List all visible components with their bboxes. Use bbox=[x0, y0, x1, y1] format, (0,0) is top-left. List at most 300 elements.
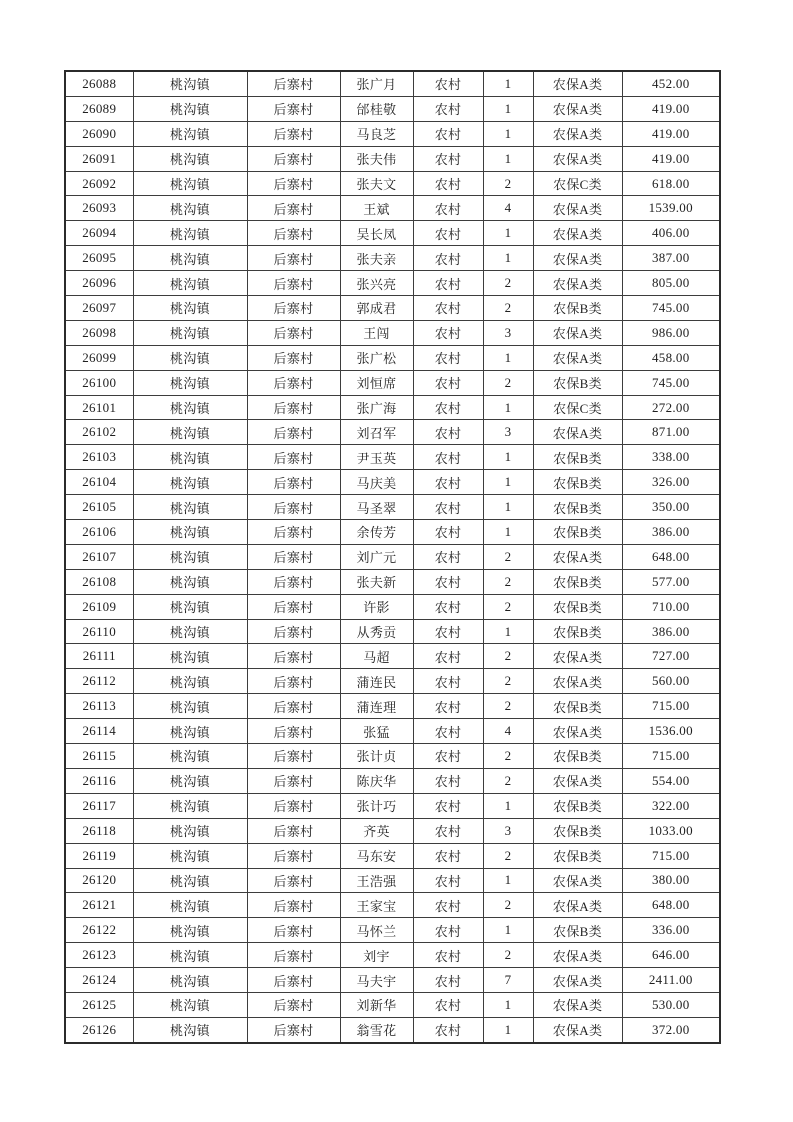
cell-sequence-number: 26099 bbox=[65, 345, 133, 370]
cell-village: 后寨村 bbox=[247, 71, 340, 96]
cell-amount: 648.00 bbox=[622, 893, 720, 918]
cell-amount: 338.00 bbox=[622, 445, 720, 470]
cell-person-count: 1 bbox=[483, 992, 533, 1017]
cell-insurance-class: 农保A类 bbox=[533, 420, 622, 445]
cell-town: 桃沟镇 bbox=[133, 196, 247, 221]
cell-person-count: 1 bbox=[483, 345, 533, 370]
cell-person-name: 余传芳 bbox=[340, 520, 413, 545]
cell-person-name: 刘召军 bbox=[340, 420, 413, 445]
cell-amount: 387.00 bbox=[622, 246, 720, 271]
cell-town: 桃沟镇 bbox=[133, 744, 247, 769]
cell-person-name: 张夫伟 bbox=[340, 146, 413, 171]
cell-town: 桃沟镇 bbox=[133, 271, 247, 296]
cell-town: 桃沟镇 bbox=[133, 669, 247, 694]
cell-insurance-class: 农保B类 bbox=[533, 520, 622, 545]
cell-person-count: 3 bbox=[483, 320, 533, 345]
table-row bbox=[65, 420, 720, 445]
cell-person-count: 1 bbox=[483, 71, 533, 96]
cell-village: 后寨村 bbox=[247, 171, 340, 196]
cell-village: 后寨村 bbox=[247, 96, 340, 121]
cell-amount: 350.00 bbox=[622, 495, 720, 520]
cell-person-name: 马怀兰 bbox=[340, 918, 413, 943]
cell-person-count: 2 bbox=[483, 669, 533, 694]
cell-household-type: 农村 bbox=[413, 520, 483, 545]
table-row bbox=[65, 918, 720, 943]
cell-amount: 710.00 bbox=[622, 594, 720, 619]
table-row bbox=[65, 121, 720, 146]
cell-amount: 406.00 bbox=[622, 221, 720, 246]
cell-person-name: 蒲连理 bbox=[340, 694, 413, 719]
cell-amount: 419.00 bbox=[622, 146, 720, 171]
cell-amount: 560.00 bbox=[622, 669, 720, 694]
cell-person-count: 4 bbox=[483, 719, 533, 744]
cell-person-name: 王闯 bbox=[340, 320, 413, 345]
cell-amount: 372.00 bbox=[622, 1017, 720, 1042]
cell-insurance-class: 农保B类 bbox=[533, 495, 622, 520]
table-row bbox=[65, 171, 720, 196]
table-row bbox=[65, 544, 720, 569]
table-row bbox=[65, 768, 720, 793]
cell-person-name: 张夫亲 bbox=[340, 246, 413, 271]
cell-insurance-class: 农保B类 bbox=[533, 445, 622, 470]
cell-sequence-number: 26104 bbox=[65, 470, 133, 495]
cell-town: 桃沟镇 bbox=[133, 868, 247, 893]
cell-household-type: 农村 bbox=[413, 669, 483, 694]
cell-sequence-number: 26107 bbox=[65, 544, 133, 569]
table-row bbox=[65, 345, 720, 370]
cell-sequence-number: 26115 bbox=[65, 744, 133, 769]
cell-sequence-number: 26092 bbox=[65, 171, 133, 196]
cell-insurance-class: 农保B类 bbox=[533, 619, 622, 644]
insurance-roster-table bbox=[64, 70, 721, 1044]
cell-sequence-number: 26103 bbox=[65, 445, 133, 470]
table-row bbox=[65, 793, 720, 818]
cell-person-name: 刘宇 bbox=[340, 943, 413, 968]
cell-village: 后寨村 bbox=[247, 619, 340, 644]
cell-insurance-class: 农保B类 bbox=[533, 296, 622, 321]
cell-person-name: 张计贞 bbox=[340, 744, 413, 769]
cell-amount: 745.00 bbox=[622, 370, 720, 395]
cell-town: 桃沟镇 bbox=[133, 71, 247, 96]
cell-village: 后寨村 bbox=[247, 793, 340, 818]
table-row bbox=[65, 96, 720, 121]
cell-person-name: 马庆美 bbox=[340, 470, 413, 495]
cell-person-name: 齐英 bbox=[340, 818, 413, 843]
cell-village: 后寨村 bbox=[247, 594, 340, 619]
cell-insurance-class: 农保A类 bbox=[533, 893, 622, 918]
cell-town: 桃沟镇 bbox=[133, 644, 247, 669]
cell-household-type: 农村 bbox=[413, 221, 483, 246]
cell-household-type: 农村 bbox=[413, 893, 483, 918]
cell-town: 桃沟镇 bbox=[133, 221, 247, 246]
cell-amount: 380.00 bbox=[622, 868, 720, 893]
cell-sequence-number: 26114 bbox=[65, 719, 133, 744]
cell-household-type: 农村 bbox=[413, 370, 483, 395]
cell-person-name: 王斌 bbox=[340, 196, 413, 221]
cell-insurance-class: 农保B类 bbox=[533, 793, 622, 818]
cell-person-name: 张猛 bbox=[340, 719, 413, 744]
table-row bbox=[65, 445, 720, 470]
cell-person-count: 2 bbox=[483, 843, 533, 868]
cell-amount: 530.00 bbox=[622, 992, 720, 1017]
cell-amount: 386.00 bbox=[622, 619, 720, 644]
cell-sequence-number: 26125 bbox=[65, 992, 133, 1017]
cell-person-name: 马圣翠 bbox=[340, 495, 413, 520]
cell-amount: 745.00 bbox=[622, 296, 720, 321]
cell-sequence-number: 26101 bbox=[65, 395, 133, 420]
cell-person-count: 1 bbox=[483, 395, 533, 420]
cell-village: 后寨村 bbox=[247, 146, 340, 171]
cell-amount: 646.00 bbox=[622, 943, 720, 968]
cell-amount: 336.00 bbox=[622, 918, 720, 943]
cell-person-count: 1 bbox=[483, 495, 533, 520]
cell-person-count: 2 bbox=[483, 171, 533, 196]
cell-town: 桃沟镇 bbox=[133, 893, 247, 918]
cell-insurance-class: 农保A类 bbox=[533, 221, 622, 246]
cell-amount: 618.00 bbox=[622, 171, 720, 196]
cell-village: 后寨村 bbox=[247, 918, 340, 943]
cell-sequence-number: 26100 bbox=[65, 370, 133, 395]
cell-person-name: 刘恒席 bbox=[340, 370, 413, 395]
cell-amount: 2411.00 bbox=[622, 968, 720, 993]
cell-person-count: 1 bbox=[483, 470, 533, 495]
cell-insurance-class: 农保A类 bbox=[533, 271, 622, 296]
cell-person-count: 2 bbox=[483, 768, 533, 793]
cell-amount: 1536.00 bbox=[622, 719, 720, 744]
cell-household-type: 农村 bbox=[413, 96, 483, 121]
cell-person-name: 马良芝 bbox=[340, 121, 413, 146]
cell-household-type: 农村 bbox=[413, 445, 483, 470]
cell-town: 桃沟镇 bbox=[133, 619, 247, 644]
cell-village: 后寨村 bbox=[247, 395, 340, 420]
cell-person-name: 王浩强 bbox=[340, 868, 413, 893]
cell-village: 后寨村 bbox=[247, 121, 340, 146]
cell-town: 桃沟镇 bbox=[133, 968, 247, 993]
cell-sequence-number: 26093 bbox=[65, 196, 133, 221]
cell-town: 桃沟镇 bbox=[133, 520, 247, 545]
cell-insurance-class: 农保C类 bbox=[533, 395, 622, 420]
cell-household-type: 农村 bbox=[413, 171, 483, 196]
cell-household-type: 农村 bbox=[413, 843, 483, 868]
cell-household-type: 农村 bbox=[413, 619, 483, 644]
cell-household-type: 农村 bbox=[413, 594, 483, 619]
cell-household-type: 农村 bbox=[413, 918, 483, 943]
cell-village: 后寨村 bbox=[247, 370, 340, 395]
cell-village: 后寨村 bbox=[247, 196, 340, 221]
cell-sequence-number: 26126 bbox=[65, 1017, 133, 1042]
cell-amount: 272.00 bbox=[622, 395, 720, 420]
cell-person-count: 2 bbox=[483, 893, 533, 918]
cell-town: 桃沟镇 bbox=[133, 171, 247, 196]
cell-amount: 326.00 bbox=[622, 470, 720, 495]
table-row bbox=[65, 370, 720, 395]
cell-village: 后寨村 bbox=[247, 768, 340, 793]
cell-amount: 322.00 bbox=[622, 793, 720, 818]
cell-sequence-number: 26116 bbox=[65, 768, 133, 793]
cell-sequence-number: 26112 bbox=[65, 669, 133, 694]
cell-person-count: 1 bbox=[483, 520, 533, 545]
cell-amount: 715.00 bbox=[622, 694, 720, 719]
cell-person-name: 张广松 bbox=[340, 345, 413, 370]
cell-village: 后寨村 bbox=[247, 420, 340, 445]
cell-town: 桃沟镇 bbox=[133, 121, 247, 146]
cell-household-type: 农村 bbox=[413, 644, 483, 669]
cell-household-type: 农村 bbox=[413, 345, 483, 370]
cell-person-count: 2 bbox=[483, 544, 533, 569]
cell-household-type: 农村 bbox=[413, 71, 483, 96]
cell-person-count: 3 bbox=[483, 420, 533, 445]
cell-insurance-class: 农保B类 bbox=[533, 818, 622, 843]
cell-person-count: 1 bbox=[483, 445, 533, 470]
cell-person-count: 1 bbox=[483, 221, 533, 246]
cell-sequence-number: 26096 bbox=[65, 271, 133, 296]
cell-town: 桃沟镇 bbox=[133, 495, 247, 520]
cell-town: 桃沟镇 bbox=[133, 544, 247, 569]
cell-person-count: 1 bbox=[483, 918, 533, 943]
cell-household-type: 农村 bbox=[413, 121, 483, 146]
cell-town: 桃沟镇 bbox=[133, 918, 247, 943]
cell-sequence-number: 26124 bbox=[65, 968, 133, 993]
cell-person-name: 张广海 bbox=[340, 395, 413, 420]
table-row bbox=[65, 968, 720, 993]
cell-town: 桃沟镇 bbox=[133, 420, 247, 445]
cell-person-name: 张兴亮 bbox=[340, 271, 413, 296]
cell-household-type: 农村 bbox=[413, 793, 483, 818]
cell-household-type: 农村 bbox=[413, 868, 483, 893]
table-row bbox=[65, 843, 720, 868]
cell-sequence-number: 26106 bbox=[65, 520, 133, 545]
cell-town: 桃沟镇 bbox=[133, 992, 247, 1017]
cell-household-type: 农村 bbox=[413, 569, 483, 594]
cell-insurance-class: 农保A类 bbox=[533, 121, 622, 146]
cell-insurance-class: 农保A类 bbox=[533, 943, 622, 968]
cell-amount: 715.00 bbox=[622, 843, 720, 868]
cell-person-name: 马超 bbox=[340, 644, 413, 669]
cell-town: 桃沟镇 bbox=[133, 246, 247, 271]
cell-village: 后寨村 bbox=[247, 669, 340, 694]
cell-town: 桃沟镇 bbox=[133, 719, 247, 744]
cell-sequence-number: 26091 bbox=[65, 146, 133, 171]
cell-sequence-number: 26094 bbox=[65, 221, 133, 246]
cell-person-name: 张夫新 bbox=[340, 569, 413, 594]
cell-insurance-class: 农保B类 bbox=[533, 694, 622, 719]
cell-town: 桃沟镇 bbox=[133, 395, 247, 420]
cell-amount: 1033.00 bbox=[622, 818, 720, 843]
cell-amount: 986.00 bbox=[622, 320, 720, 345]
table-row bbox=[65, 943, 720, 968]
cell-sequence-number: 26090 bbox=[65, 121, 133, 146]
table-row bbox=[65, 1017, 720, 1042]
cell-person-count: 2 bbox=[483, 644, 533, 669]
table-body bbox=[65, 71, 720, 1043]
cell-town: 桃沟镇 bbox=[133, 793, 247, 818]
cell-town: 桃沟镇 bbox=[133, 768, 247, 793]
cell-person-count: 1 bbox=[483, 146, 533, 171]
cell-village: 后寨村 bbox=[247, 843, 340, 868]
table-row bbox=[65, 395, 720, 420]
table-row bbox=[65, 818, 720, 843]
cell-person-count: 7 bbox=[483, 968, 533, 993]
cell-insurance-class: 农保A类 bbox=[533, 669, 622, 694]
cell-household-type: 农村 bbox=[413, 296, 483, 321]
cell-person-count: 1 bbox=[483, 121, 533, 146]
table-row bbox=[65, 271, 720, 296]
cell-insurance-class: 农保B类 bbox=[533, 569, 622, 594]
cell-person-name: 邰桂敬 bbox=[340, 96, 413, 121]
cell-sequence-number: 26098 bbox=[65, 320, 133, 345]
cell-sequence-number: 26117 bbox=[65, 793, 133, 818]
cell-person-name: 王家宝 bbox=[340, 893, 413, 918]
cell-person-count: 4 bbox=[483, 196, 533, 221]
cell-sequence-number: 26097 bbox=[65, 296, 133, 321]
cell-insurance-class: 农保B类 bbox=[533, 370, 622, 395]
cell-person-name: 张夫文 bbox=[340, 171, 413, 196]
cell-town: 桃沟镇 bbox=[133, 345, 247, 370]
cell-village: 后寨村 bbox=[247, 719, 340, 744]
table-row bbox=[65, 320, 720, 345]
cell-person-count: 2 bbox=[483, 296, 533, 321]
table-row bbox=[65, 594, 720, 619]
table-row bbox=[65, 569, 720, 594]
cell-amount: 871.00 bbox=[622, 420, 720, 445]
cell-insurance-class: 农保A类 bbox=[533, 768, 622, 793]
cell-sequence-number: 26113 bbox=[65, 694, 133, 719]
cell-village: 后寨村 bbox=[247, 296, 340, 321]
cell-village: 后寨村 bbox=[247, 271, 340, 296]
cell-household-type: 农村 bbox=[413, 320, 483, 345]
cell-person-count: 2 bbox=[483, 271, 533, 296]
cell-person-name: 马东安 bbox=[340, 843, 413, 868]
cell-village: 后寨村 bbox=[247, 569, 340, 594]
cell-sequence-number: 26088 bbox=[65, 71, 133, 96]
cell-insurance-class: 农保A类 bbox=[533, 992, 622, 1017]
cell-insurance-class: 农保B类 bbox=[533, 744, 622, 769]
cell-household-type: 农村 bbox=[413, 470, 483, 495]
table-row bbox=[65, 868, 720, 893]
cell-person-count: 2 bbox=[483, 594, 533, 619]
cell-town: 桃沟镇 bbox=[133, 843, 247, 868]
cell-household-type: 农村 bbox=[413, 719, 483, 744]
cell-insurance-class: 农保B类 bbox=[533, 594, 622, 619]
table-row bbox=[65, 296, 720, 321]
cell-village: 后寨村 bbox=[247, 445, 340, 470]
cell-town: 桃沟镇 bbox=[133, 818, 247, 843]
table-row bbox=[65, 893, 720, 918]
cell-insurance-class: 农保A类 bbox=[533, 320, 622, 345]
cell-person-name: 张广月 bbox=[340, 71, 413, 96]
cell-person-count: 2 bbox=[483, 569, 533, 594]
cell-insurance-class: 农保B类 bbox=[533, 918, 622, 943]
cell-village: 后寨村 bbox=[247, 495, 340, 520]
cell-household-type: 农村 bbox=[413, 271, 483, 296]
table-row bbox=[65, 719, 720, 744]
cell-village: 后寨村 bbox=[247, 221, 340, 246]
cell-amount: 577.00 bbox=[622, 569, 720, 594]
cell-sequence-number: 26095 bbox=[65, 246, 133, 271]
cell-village: 后寨村 bbox=[247, 1017, 340, 1042]
table-row bbox=[65, 196, 720, 221]
cell-person-name: 郭成君 bbox=[340, 296, 413, 321]
cell-person-count: 2 bbox=[483, 694, 533, 719]
cell-town: 桃沟镇 bbox=[133, 296, 247, 321]
cell-sequence-number: 26118 bbox=[65, 818, 133, 843]
cell-sequence-number: 26119 bbox=[65, 843, 133, 868]
cell-household-type: 农村 bbox=[413, 943, 483, 968]
cell-person-name: 尹玉英 bbox=[340, 445, 413, 470]
cell-sequence-number: 26108 bbox=[65, 569, 133, 594]
cell-village: 后寨村 bbox=[247, 744, 340, 769]
cell-person-count: 1 bbox=[483, 246, 533, 271]
cell-household-type: 农村 bbox=[413, 495, 483, 520]
cell-amount: 648.00 bbox=[622, 544, 720, 569]
cell-household-type: 农村 bbox=[413, 744, 483, 769]
cell-sequence-number: 26110 bbox=[65, 619, 133, 644]
cell-insurance-class: 农保A类 bbox=[533, 868, 622, 893]
cell-town: 桃沟镇 bbox=[133, 445, 247, 470]
cell-village: 后寨村 bbox=[247, 544, 340, 569]
cell-village: 后寨村 bbox=[247, 320, 340, 345]
cell-insurance-class: 农保A类 bbox=[533, 71, 622, 96]
cell-insurance-class: 农保B类 bbox=[533, 470, 622, 495]
cell-town: 桃沟镇 bbox=[133, 146, 247, 171]
table-row bbox=[65, 246, 720, 271]
cell-village: 后寨村 bbox=[247, 968, 340, 993]
cell-sequence-number: 26121 bbox=[65, 893, 133, 918]
cell-household-type: 农村 bbox=[413, 420, 483, 445]
cell-village: 后寨村 bbox=[247, 520, 340, 545]
table-row bbox=[65, 470, 720, 495]
cell-town: 桃沟镇 bbox=[133, 96, 247, 121]
cell-person-name: 翁雪花 bbox=[340, 1017, 413, 1042]
cell-village: 后寨村 bbox=[247, 992, 340, 1017]
cell-person-name: 蒲连民 bbox=[340, 669, 413, 694]
cell-sequence-number: 26111 bbox=[65, 644, 133, 669]
table-row bbox=[65, 644, 720, 669]
cell-village: 后寨村 bbox=[247, 644, 340, 669]
cell-person-count: 1 bbox=[483, 868, 533, 893]
cell-person-count: 2 bbox=[483, 744, 533, 769]
cell-household-type: 农村 bbox=[413, 544, 483, 569]
cell-amount: 805.00 bbox=[622, 271, 720, 296]
cell-town: 桃沟镇 bbox=[133, 569, 247, 594]
cell-household-type: 农村 bbox=[413, 818, 483, 843]
cell-village: 后寨村 bbox=[247, 818, 340, 843]
cell-household-type: 农村 bbox=[413, 768, 483, 793]
cell-village: 后寨村 bbox=[247, 345, 340, 370]
cell-insurance-class: 农保B类 bbox=[533, 843, 622, 868]
cell-household-type: 农村 bbox=[413, 968, 483, 993]
table-row bbox=[65, 619, 720, 644]
cell-amount: 458.00 bbox=[622, 345, 720, 370]
cell-person-count: 1 bbox=[483, 793, 533, 818]
cell-village: 后寨村 bbox=[247, 868, 340, 893]
cell-sequence-number: 26120 bbox=[65, 868, 133, 893]
cell-person-count: 1 bbox=[483, 96, 533, 121]
table-row bbox=[65, 71, 720, 96]
cell-person-name: 马夫宇 bbox=[340, 968, 413, 993]
table-row bbox=[65, 669, 720, 694]
cell-town: 桃沟镇 bbox=[133, 694, 247, 719]
cell-amount: 419.00 bbox=[622, 96, 720, 121]
cell-insurance-class: 农保A类 bbox=[533, 968, 622, 993]
table-row bbox=[65, 520, 720, 545]
cell-household-type: 农村 bbox=[413, 246, 483, 271]
cell-insurance-class: 农保A类 bbox=[533, 96, 622, 121]
cell-amount: 419.00 bbox=[622, 121, 720, 146]
cell-amount: 386.00 bbox=[622, 520, 720, 545]
cell-insurance-class: 农保A类 bbox=[533, 544, 622, 569]
cell-person-name: 许影 bbox=[340, 594, 413, 619]
